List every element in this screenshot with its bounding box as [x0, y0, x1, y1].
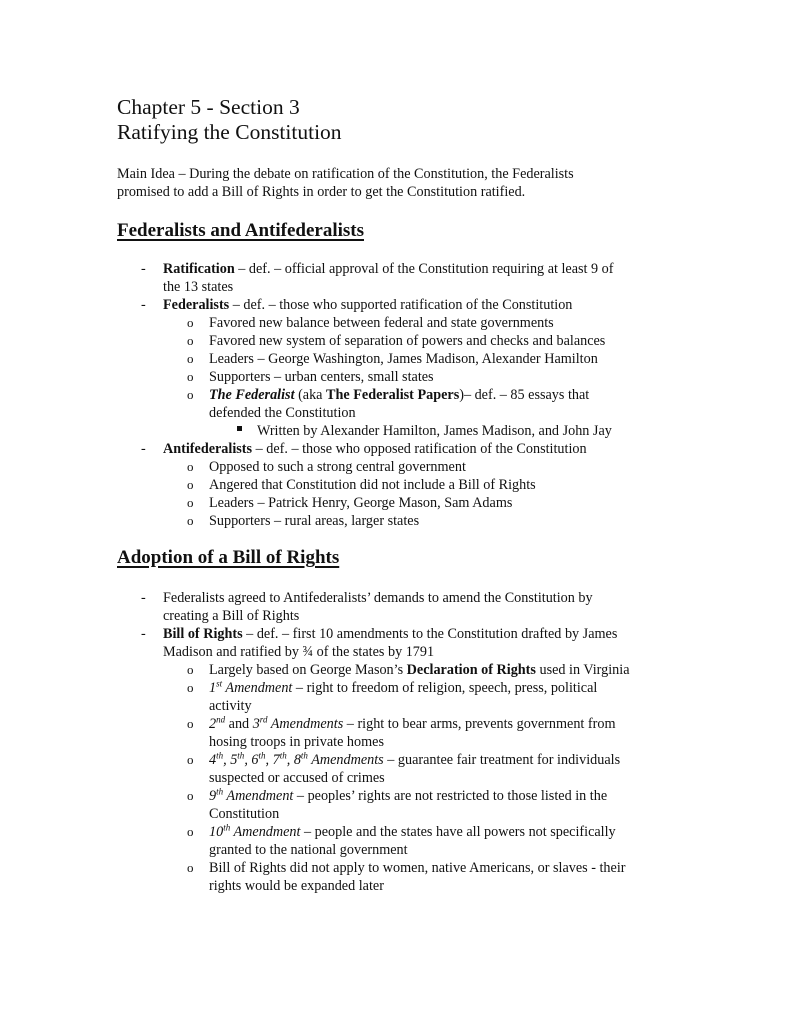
list-item: Supporters – rural areas, larger states [209, 513, 420, 529]
sub-list-item: Written by Alexander Hamilton, James Madison, and John Jay [257, 423, 612, 439]
circle-bullet: o [187, 752, 194, 767]
ratification-item [163, 260, 614, 278]
num: 2 [209, 716, 217, 732]
sep: , [244, 752, 252, 768]
antifederalists-item [163, 440, 587, 458]
dash-bullet: - [141, 297, 146, 313]
main-idea [117, 165, 677, 201]
ratification-item-cont: the 13 states [163, 279, 234, 295]
num: 5 [230, 752, 238, 768]
list-item-cont: suspected or accused of crimes [209, 770, 385, 786]
circle-bullet: o [187, 387, 194, 402]
list-item-cont: Constitution [209, 806, 280, 822]
definition-text: – def. – those who supported ratification of the Constitution [229, 297, 573, 313]
amendment-label [253, 716, 344, 732]
label: Amendments [267, 716, 344, 732]
list-item-first-amendment [209, 679, 597, 697]
list-item-mason [209, 661, 630, 679]
num: 10 [209, 824, 224, 840]
definition-text: – def. – first 10 amendments to the Constitution drafted by James [242, 626, 618, 642]
circle-bullet: o [187, 459, 194, 474]
term-antifederalists: Antifederalists [163, 441, 253, 457]
ordinal: th [279, 750, 287, 761]
ordinal: st [216, 678, 223, 689]
list-item-fourth-eighth [209, 751, 620, 769]
sep: , [286, 752, 294, 768]
list-item: Angered that Constitution did not include a Bill of Rights [209, 477, 536, 493]
amendment-label [209, 680, 292, 696]
section-heading-adoption: Adoption of a Bill of Rights [117, 547, 340, 568]
definition-text: – def. – those who opposed ratification of the Constitution [252, 441, 587, 457]
amendment-label [209, 716, 225, 732]
circle-bullet: o [187, 716, 194, 731]
list-item-second-third [209, 715, 616, 733]
circle-bullet: o [187, 824, 194, 839]
num: 4 [209, 752, 217, 768]
term-federalists: Federalists [163, 297, 230, 313]
circle-bullet: o [187, 351, 194, 366]
ordinal: th [300, 750, 308, 761]
sep: , [223, 752, 231, 768]
ordinal: rd [259, 714, 268, 725]
amendment-label [209, 788, 293, 804]
ordinal: th [258, 750, 266, 761]
federalist-papers-title: The Federalist Papers [326, 387, 460, 403]
ordinal: th [237, 750, 245, 761]
sep: , [265, 752, 273, 768]
ordinal: th [223, 822, 231, 833]
aka-text: (aka [294, 387, 327, 403]
num: 1 [209, 680, 217, 696]
circle-bullet: o [187, 315, 194, 330]
label: Amendments [307, 752, 384, 768]
dash-bullet: - [141, 626, 146, 642]
amendment-label [209, 824, 300, 840]
list-item-cont: rights would be expanded later [209, 878, 384, 894]
circle-bullet: o [187, 680, 194, 695]
page-title [117, 95, 342, 145]
bill-of-rights-item [163, 625, 617, 643]
text: – right to freedom of religion, speech, press, political [292, 680, 598, 696]
list-item: Leaders – George Washington, James Madison, Alexander Hamilton [209, 351, 598, 367]
dash-bullet: - [141, 441, 146, 457]
list-item: Supporters – urban centers, small states [209, 369, 434, 385]
ordinal: nd [216, 714, 226, 725]
num: 3 [252, 716, 260, 732]
list-item-tenth-amendment [209, 823, 616, 841]
num: 7 [272, 752, 280, 768]
definition-text: )– def. – 85 essays that [459, 387, 590, 403]
federalist-papers-cont: defended the Constitution [209, 405, 356, 421]
text: – right to bear arms, prevents government from [343, 716, 616, 732]
chapter-title: Chapter 5 - Section 3 [117, 95, 300, 119]
num: 8 [293, 752, 301, 768]
term-bill-of-rights: Bill of Rights [163, 626, 243, 642]
label: Amendment [222, 680, 293, 696]
main-idea-line: promised to add a Bill of Rights in order to get the Constitution ratified. [117, 184, 526, 200]
federalist-papers-item [209, 386, 589, 404]
ordinal: th [216, 750, 224, 761]
circle-bullet: o [187, 495, 194, 510]
text: – peoples’ rights are not restricted to those listed in the [293, 788, 608, 804]
ordinal: th [216, 786, 224, 797]
list-item-cont: activity [209, 698, 252, 714]
federalists-item [163, 296, 572, 314]
agreed-item-cont: creating a Bill of Rights [163, 608, 300, 624]
circle-bullet: o [187, 662, 194, 677]
term-ratification: Ratification [163, 261, 235, 277]
label: Amendment [223, 788, 294, 804]
text: Largely based on George Mason’s [209, 662, 407, 678]
dash-bullet: - [141, 261, 146, 277]
declaration-of-rights: Declaration of Rights [406, 662, 536, 678]
square-bullet [237, 426, 242, 431]
circle-bullet: o [187, 369, 194, 384]
list-item: Leaders – Patrick Henry, George Mason, Sam Adams [209, 495, 513, 511]
text: used in Virginia [535, 662, 630, 678]
list-item-ninth-amendment [209, 787, 607, 805]
label: Amendment [230, 824, 301, 840]
definition-text: – def. – official approval of the Constitution requiring at least 9 of [234, 261, 614, 277]
amendment-label [209, 752, 384, 768]
num: 9 [209, 788, 217, 804]
section-title: Ratifying the Constitution [117, 120, 342, 144]
section-heading-federalists: Federalists and Antifederalists [117, 220, 364, 241]
circle-bullet: o [187, 333, 194, 348]
circle-bullet: o [187, 860, 194, 875]
main-idea-line: Main Idea – During the debate on ratification of the Constitution, the Federalists [117, 166, 574, 182]
list-item-cont: granted to the national government [209, 842, 408, 858]
agreed-item: Federalists agreed to Antifederalists’ demands to amend the Constitution by [163, 590, 593, 606]
num: 6 [251, 752, 259, 768]
list-item-not-apply: Bill of Rights did not apply to women, native Americans, or slaves - their [209, 860, 626, 876]
bill-of-rights-cont: Madison and ratified by ¾ of the states by 1791 [163, 644, 435, 660]
list-item: Favored new balance between federal and state governments [209, 315, 554, 331]
text: and [225, 716, 253, 732]
list-item-cont: hosing troops in private homes [209, 734, 384, 750]
circle-bullet: o [187, 513, 194, 528]
list-item: Favored new system of separation of powers and checks and balances [209, 333, 606, 349]
circle-bullet: o [187, 788, 194, 803]
list-item: Opposed to such a strong central government [209, 459, 466, 475]
dash-bullet: - [141, 590, 146, 606]
text: – people and the states have all powers not specifically [300, 824, 616, 840]
federalist-title: The Federalist [209, 387, 295, 403]
text: – guarantee fair treatment for individuals [383, 752, 621, 768]
circle-bullet: o [187, 477, 194, 492]
